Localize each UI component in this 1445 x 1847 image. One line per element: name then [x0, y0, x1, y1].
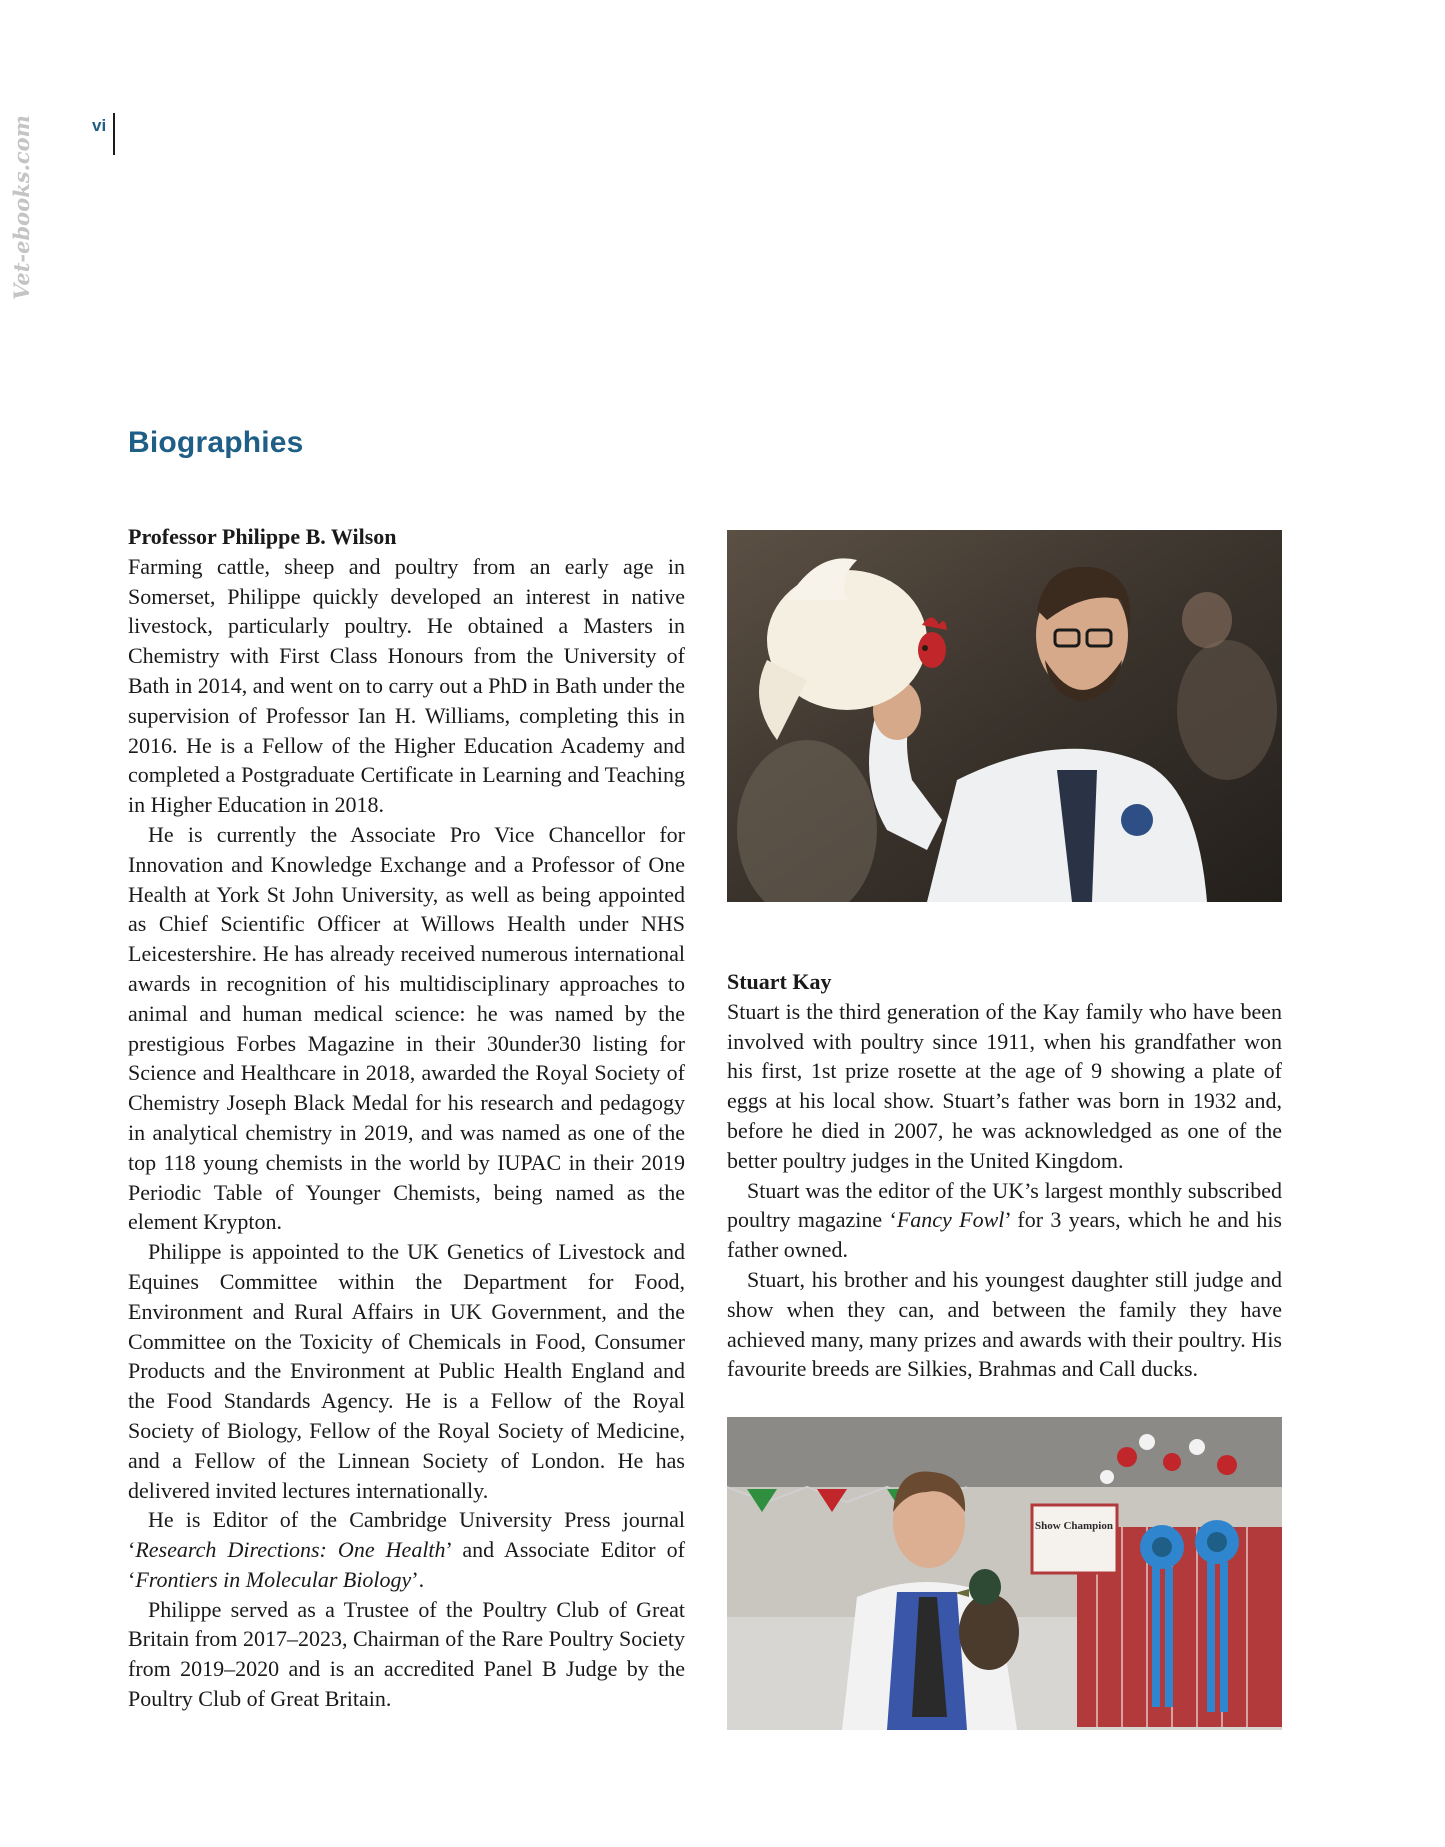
journal-title: Frontiers in Molecular Biology — [135, 1566, 412, 1592]
bio-paragraph — [128, 1505, 685, 1594]
bio-name: Professor Philippe B. Wilson — [128, 524, 397, 549]
text-run: Stuart was the editor of the UK’s largest monthly subscribed poultry magazine ‘ — [727, 1177, 1282, 1233]
text-run: ’ for 3 years, which he and his father owned. — [727, 1207, 1282, 1263]
sign-text: Show Champion — [1035, 1520, 1113, 1532]
bio-paragraph: Farming cattle, sheep and poultry from an early age in Somerset, Philippe quickly developed an interest in native livestock, particularly poultry. He obtained a Masters in Chemistry with First Class Honours from the University of Bath in 2014, and went on to carry out a PhD in Bath under the supervision of Professor Ian H. Williams, completing this in 2016. He is a Fellow of the Higher Education Academy and completed a Postgraduate Certificate in Learning and Teaching in Higher Education in 2018. — [128, 553, 685, 818]
photo-wilson-with-chicken — [727, 530, 1282, 902]
magazine-title: Fancy Fowl — [896, 1207, 1005, 1233]
bio-paragraph: He is currently the Associate Pro Vice Chancellor for Innovation and Knowledge Exchange and a Professor of One Health at York St John University, as well as being appointed as Chief Scientific Officer at Willows Health under NHS Leicestershire. He has already received numerous international awards in recognition of his multidisciplinary approaches to animal and human medical science: he was named by the prestigious Forbes Magazine in their 30under30 listing for Science and Healthcare in 2018, awarded the Royal Society of Chemistry Joseph Black Medal for his research and pedagogy in analytical chemistry in 2019, and was named as one of the top 118 young chemists in the world by IUPAC in their 2019 Periodic Table of Younger Chemists, being named as the element Krypton. — [128, 821, 685, 1235]
bio-paragraph: Philippe is appointed to the UK Genetics of Livestock and Equines Committee within the Department for Food, Environment and Rural Affairs in UK Government, and the Committee on the Toxicity of Chemicals in Food, Consumer Products and the Environment at Public Health England and the Food Standards Agency. He is a Fellow of the Royal Society of Biology, Fellow of the Royal Society of Medicine, and a Fellow of the Linnean Society of London. He has delivered invited lectures internationally. — [128, 1239, 685, 1503]
folio-rule — [113, 113, 115, 155]
watermark-label: Vet-ebooks.com — [9, 115, 34, 300]
bio-paragraph — [727, 1176, 1282, 1265]
text-run: ’. — [411, 1566, 425, 1592]
journal-title: Research Directions: One Health — [135, 1537, 446, 1563]
text-run: ’ and Associate Editor of ‘ — [128, 1537, 685, 1592]
photo-kay-with-duck — [727, 1417, 1282, 1730]
biography-kay — [727, 967, 1282, 1384]
bio-paragraph: Philippe served as a Trustee of the Poultry Club of Great Britain from 2017–2023, Chairman of the Rare Poultry Society from 2019–2020 and is an accredited Panel B Judge by the Poultry Club of Great Britain. — [128, 1596, 685, 1712]
biography-wilson — [128, 522, 685, 1714]
bio-paragraph: Stuart is the third generation of the Kay family who have been involved with poultry since 1911, when his grandfather won his first, 1st prize rosette at the age of 9 showing a plate of eggs at his local show. Stuart’s father was born in 1932 and, before he died in 2007, he was acknowledged as one of the better poultry judges in the United Kingdom. — [727, 998, 1282, 1173]
bio-paragraph: Stuart, his brother and his youngest daughter still judge and show when they can, and between the family they have achieved many, many prizes and awards with their poultry. His favourite breeds are Silkies, Brahmas and Call ducks. — [727, 1266, 1282, 1382]
page-folio: vi — [92, 116, 107, 135]
section-title: Biographies — [128, 426, 304, 459]
text-run: He is Editor of the Cambridge University Press journal ‘ — [128, 1507, 685, 1563]
bio-name: Stuart Kay — [727, 969, 832, 994]
watermark-text — [2, 0, 42, 300]
